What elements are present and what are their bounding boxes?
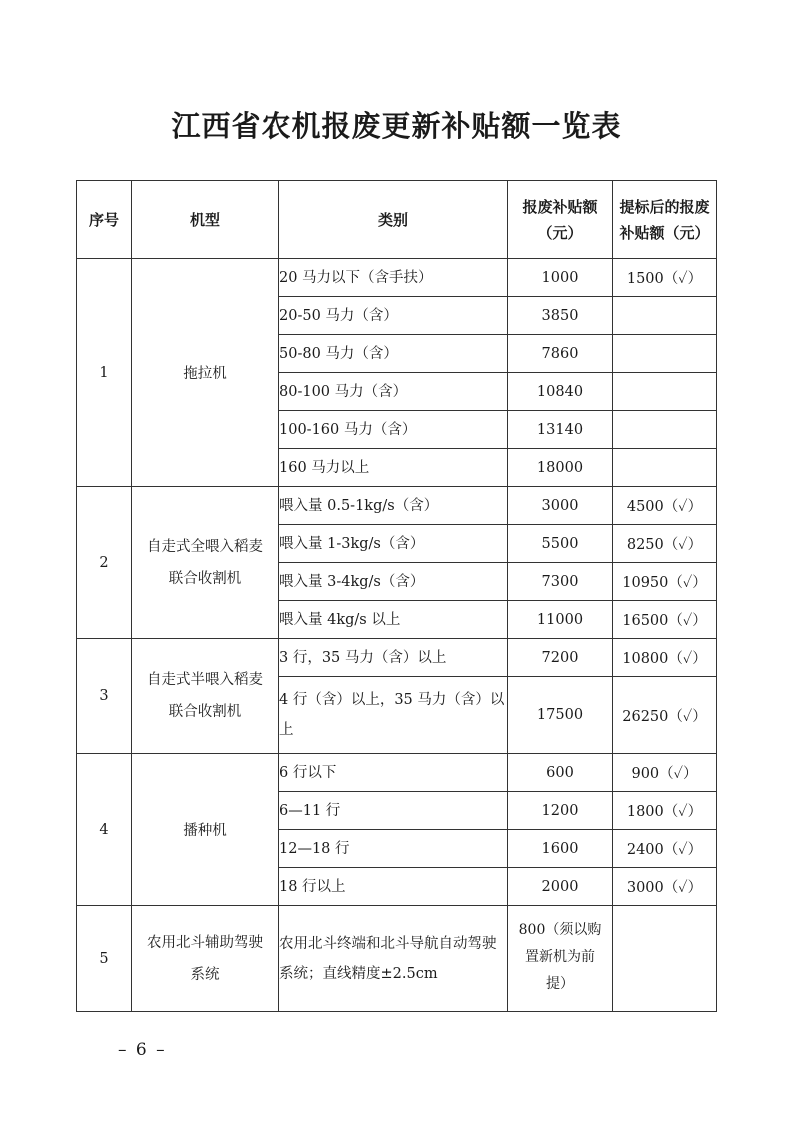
row-raised-subsidy	[613, 373, 717, 411]
model-text: 农用北斗辅助驾驶系统	[147, 934, 263, 983]
row-model: 拖拉机	[132, 259, 279, 487]
table-row	[77, 754, 717, 792]
row-raised-subsidy	[613, 906, 717, 1012]
row-subsidy: 600	[508, 754, 613, 792]
header-subsidy: 报废补贴额（元）	[508, 181, 613, 259]
row-index: 3	[77, 639, 132, 754]
row-category: 6 行以下	[279, 754, 508, 792]
row-index: 1	[77, 259, 132, 487]
row-model	[132, 906, 279, 1012]
row-category: 喂入量 3-4kg/s（含）	[279, 563, 508, 601]
model-text: 自走式半喂入稻麦联合收割机	[147, 672, 263, 720]
table-row	[77, 906, 717, 1012]
row-subsidy: 3850	[508, 297, 613, 335]
row-raised-subsidy: 10800（✓）	[613, 639, 717, 677]
row-category: 喂入量 1-3kg/s（含）	[279, 525, 508, 563]
row-category: 160 马力以上	[279, 449, 508, 487]
row-category: 喂入量 0.5-1kg/s（含）	[279, 487, 508, 525]
row-model: 播种机	[132, 754, 279, 906]
row-subsidy: 13140	[508, 411, 613, 449]
table-row	[77, 639, 717, 677]
row-raised-subsidy: 1500（✓）	[613, 259, 717, 297]
row-subsidy	[508, 906, 613, 1012]
row-subsidy: 1600	[508, 830, 613, 868]
row-subsidy: 7200	[508, 639, 613, 677]
row-category: 100-160 马力（含）	[279, 411, 508, 449]
table-row	[77, 487, 717, 525]
row-subsidy: 18000	[508, 449, 613, 487]
row-raised-subsidy	[613, 449, 717, 487]
row-category: 20 马力以下（含手扶）	[279, 259, 508, 297]
row-index: 4	[77, 754, 132, 906]
header-raised-subsidy: 提标后的报废补贴额（元）	[613, 181, 717, 259]
row-category: 20-50 马力（含）	[279, 297, 508, 335]
table-row	[77, 259, 717, 297]
row-subsidy: 7860	[508, 335, 613, 373]
row-model	[132, 639, 279, 754]
row-model	[132, 487, 279, 639]
subsidy-text: 800（须以购置新机为前提）	[518, 922, 602, 992]
row-category: 18 行以上	[279, 868, 508, 906]
row-category: 6—11 行	[279, 792, 508, 830]
subsidy-table	[76, 180, 717, 1012]
header-model: 机型	[132, 181, 279, 259]
row-subsidy: 10840	[508, 373, 613, 411]
row-category: 80-100 马力（含）	[279, 373, 508, 411]
row-subsidy: 1200	[508, 792, 613, 830]
model-text: 自走式全喂入稻麦联合收割机	[147, 538, 263, 587]
row-subsidy: 11000	[508, 601, 613, 639]
page-title: 江西省农机报废更新补贴额一览表	[171, 109, 622, 143]
table-header-row	[77, 181, 717, 259]
row-raised-subsidy	[613, 335, 717, 373]
row-subsidy: 2000	[508, 868, 613, 906]
row-raised-subsidy: 900（✓）	[613, 754, 717, 792]
row-raised-subsidy: 26250（✓）	[613, 677, 717, 754]
row-raised-subsidy: 2400（✓）	[613, 830, 717, 868]
row-category: 12—18 行	[279, 830, 508, 868]
row-raised-subsidy	[613, 411, 717, 449]
row-subsidy: 1000	[508, 259, 613, 297]
row-subsidy: 17500	[508, 677, 613, 754]
row-raised-subsidy: 1800（✓）	[613, 792, 717, 830]
row-raised-subsidy: 16500（✓）	[613, 601, 717, 639]
row-category: 50-80 马力（含）	[279, 335, 508, 373]
row-category: 喂入量 4kg/s 以上	[279, 601, 508, 639]
row-category: 3 行，35 马力（含）以上	[279, 639, 508, 677]
row-raised-subsidy: 10950（✓）	[613, 563, 717, 601]
row-index: 5	[77, 906, 132, 1012]
row-subsidy: 5500	[508, 525, 613, 563]
row-subsidy: 3000	[508, 487, 613, 525]
row-raised-subsidy: 4500（✓）	[613, 487, 717, 525]
row-category: 4 行（含）以上，35 马力（含）以上	[279, 677, 508, 754]
row-subsidy: 7300	[508, 563, 613, 601]
row-raised-subsidy: 8250（✓）	[613, 525, 717, 563]
row-category: 农用北斗终端和北斗导航自动驾驶系统；直线精度±2.5cm	[279, 906, 508, 1012]
header-index: 序号	[77, 181, 132, 259]
row-raised-subsidy	[613, 297, 717, 335]
row-index: 2	[77, 487, 132, 639]
row-raised-subsidy: 3000（✓）	[613, 868, 717, 906]
header-category: 类别	[279, 181, 508, 259]
page-number: – 6 –	[118, 1040, 167, 1060]
